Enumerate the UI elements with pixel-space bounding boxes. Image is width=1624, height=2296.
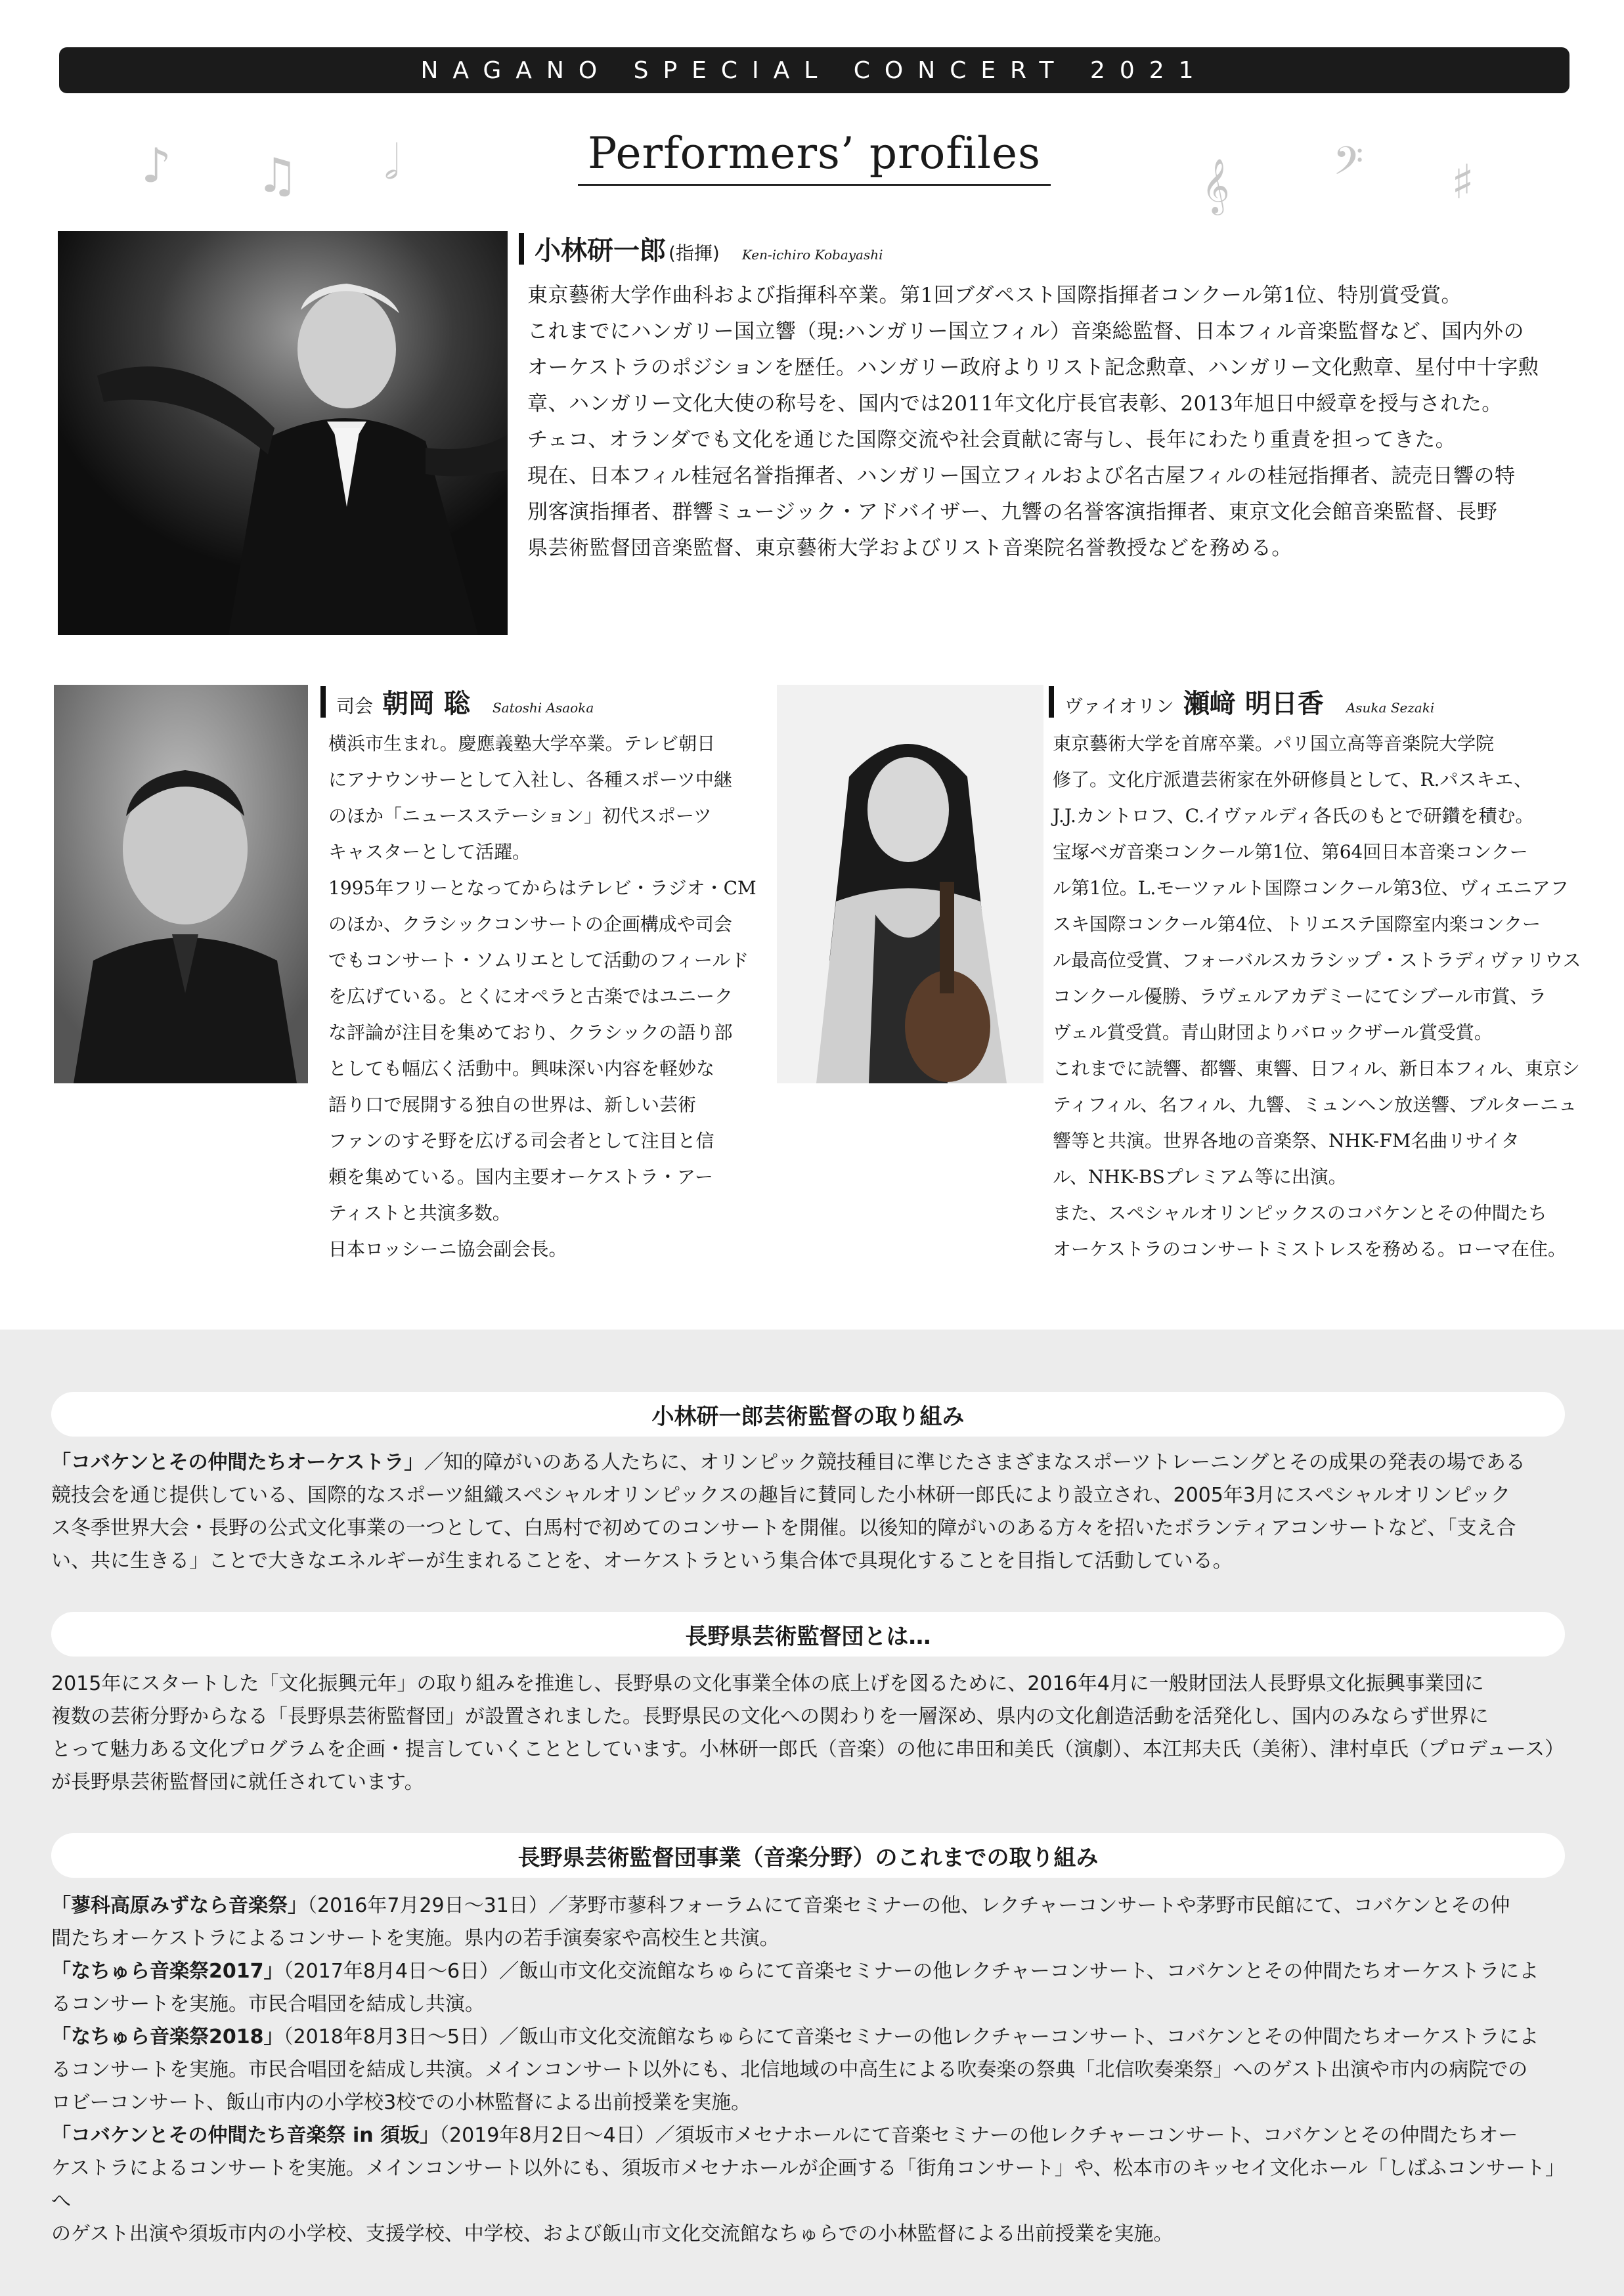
name-marker — [519, 233, 524, 265]
bio-line: ファンのすそ野を広げる司会者として注目と信 — [328, 1130, 714, 1152]
conductor-name: 小林研一郎 — [535, 236, 666, 266]
bio-line: 現在、日本フィル桂冠名誉指揮者、ハンガリー国立フィルおよび名古屋フィルの桂冠指揮者、読売日響の特 — [527, 464, 1516, 488]
bio-line: ヴェル賞受賞。青山財団よりバロックザール賞受賞。 — [1053, 1022, 1493, 1043]
section-line: 「コバケンとその仲間たちオーケストラ」／知的障がいのある人たちに、オリンピック競技種目に準じたさまざまなスポーツトレーニングとその成果の発表の場である — [51, 1451, 1525, 1474]
bio-line: を広げている。とくにオペラと古楽ではユニーク — [328, 986, 734, 1007]
bio-line: 語り口で展開する独自の世界は、新しい芸術 — [328, 1094, 697, 1116]
eighth-note-icon: ♪ — [141, 138, 171, 193]
event-line: 間たちオーケストラによるコンサートを実施。県内の若手演奏家や高校生と共演。 — [51, 1927, 779, 1950]
bio-line: オーケストラのコンサートミストレスを務める。ローマ在住。 — [1053, 1238, 1567, 1260]
bio-line: 響等と共演。世界各地の音楽祭、NHK-FM名曲リサイタ — [1053, 1130, 1520, 1152]
bio-line: のほか「ニュースステーション」初代スポーツ — [328, 805, 712, 827]
event-line: 「なちゅら音楽祭2017」（2017年8月4日〜6日）／飯山市文化交流館なちゅらにて音楽セミナーの他レクチャーコンサート、コバケンとその仲間たちオーケストラによ — [51, 1960, 1539, 1983]
event-line: 「蓼科高原みずなら音楽祭」（2016年7月29日〜31日）／茅野市蓼科フォーラムにて音楽セミナーの他、レクチャーコンサートや茅野市民館にて、コバケンとその仲 — [51, 1894, 1510, 1917]
bio-line: 別客演指揮者、群響ミュージック・アドバイザー、九響の名誉客演指揮者、東京文化会館音楽監督、長野 — [527, 500, 1498, 524]
event-name: 「なちゅら音楽祭2018」 — [51, 2025, 284, 2048]
section-line: 複数の芸術分野からなる「長野県芸術監督団」が設置されました。長野県民の文化への関わりを一層深め、県内の文化創造活動を活発化し、国内のみならず世界に — [51, 1705, 1489, 1728]
section-heading-music-projects: 長野県芸術監督団事業（音楽分野）のこれまでの取り組み — [51, 1833, 1565, 1878]
bio-line: 東京藝術大学作曲科および指揮科卒業。第1回ブダペスト国際指揮者コンクール第1位、特別賞受賞。 — [527, 284, 1462, 307]
mc-photo — [54, 685, 308, 1083]
event-name: 「蓼科高原みずなら音楽祭」 — [51, 1894, 307, 1917]
event-line: るコンサートを実施。市民合唱団を結成し共演。 — [51, 1993, 485, 2016]
section-line: とって魅力ある文化プログラムを企画・提言していくこととしています。小林研一郎氏（音楽）の他に串田和美氏（演劇）、本江邦夫氏（美術）、津村卓氏（プロデュース） — [51, 1738, 1565, 1761]
violinist-name: 瀬﨑 明日香 — [1183, 689, 1324, 719]
bio-line: としても幅広く活動中。興味深い内容を軽妙な — [328, 1058, 715, 1079]
violinist-photo — [777, 685, 1043, 1083]
event-line: ケストラによるコンサートを実施。メインコンサート以外にも、須坂市メセナホールが企画する「街角コンサート」や、松本市のキッセイ文化ホール「しばふコンサート」へ — [51, 2157, 1565, 2213]
bio-line: にアナウンサーとして入社し、各種スポーツ中継 — [328, 769, 732, 791]
title-underline — [578, 184, 1051, 186]
bio-line: また、スペシャルオリンピックスのコバケンとその仲間たち — [1053, 1202, 1547, 1224]
mc-role: 司会 — [336, 695, 374, 717]
treble-clef-icon: 𝄞 — [1202, 158, 1230, 213]
event-line: 「なちゅら音楽祭2018」（2018年8月3日〜5日）／飯山市文化交流館なちゅらにて音楽セミナーの他レクチャーコンサート、コバケンとその仲間たちオーケストラによ — [51, 2025, 1539, 2048]
mc-name-row — [320, 683, 594, 720]
bio-line: これまでに読響、都響、東響、日フィル、新日本フィル、東京シ — [1053, 1058, 1581, 1079]
bio-line: 1995年フリーとなってからはテレビ・ラジオ・CM — [328, 877, 757, 899]
sharp-icon: ♯ — [1451, 154, 1474, 209]
section-line: ス冬季世界大会・長野の公式文化事業の一つとして、白馬村で初めてのコンサートを開催。以後知的障がいのある方々を招いたボランティアコンサートなど、「支え合 — [51, 1517, 1516, 1540]
conductor-name-row — [519, 230, 883, 267]
violinist-role: ヴァイオリン — [1064, 695, 1174, 717]
bio-line: J.J.カントロフ、C.イヴァルディ各氏のもとで研鑽を積む。 — [1053, 805, 1534, 827]
section-heading-kobayashi: 小林研一郎芸術監督の取り組み — [51, 1392, 1565, 1437]
section-body-directors — [51, 1668, 1568, 1799]
bio-line: 横浜市生まれ。慶應義塾大学卒業。テレビ朝日 — [328, 733, 716, 754]
bio-line: ティストと共演多数。 — [328, 1202, 511, 1224]
name-marker — [320, 686, 326, 718]
event-line: のゲスト出演や須坂市内の小学校、支援学校、中学校、および飯山市文化交流館なちゅらでの小林監督による出前授業を実施。 — [51, 2222, 1174, 2245]
section-body-music-projects — [51, 1890, 1568, 2251]
bio-line: オーケストラのポジションを歴任。ハンガリー政府よりリスト記念勲章、ハンガリー文化勲章、星付中十字勲 — [527, 356, 1539, 379]
conductor-photo — [58, 231, 508, 635]
bio-line: キャスターとして活躍。 — [328, 841, 531, 863]
bio-line: 東京藝術大学を首席卒業。パリ国立高等音楽院大学院 — [1053, 733, 1495, 754]
bio-line: 宝塚ベガ音楽コンクール第1位、第64回日本音楽コンクー — [1053, 841, 1528, 863]
mc-name-en: Satoshi Asaoka — [492, 700, 594, 716]
section-heading-directors: 長野県芸術監督団とは… — [51, 1612, 1565, 1657]
bio-line: 修了。文化庁派遣芸術家在外研修員として、R.パスキエ、 — [1053, 769, 1533, 791]
bio-line: チェコ、オランダでも文化を通じた国際交流や社会貢献に寄与し、長年にわたり重責を担ってきた。 — [527, 428, 1457, 452]
bio-line: 章、ハンガリー文化大使の称号を、国内では2011年文化庁長官表彰、2013年旭日中綬章を授与された。 — [527, 392, 1503, 416]
event-name: 「なちゅら音楽祭2017」 — [51, 1960, 284, 1983]
event-line: るコンサートを実施。市民合唱団を結成し共演。メインコンサート以外にも、北信地域の中高生による吹奏楽の祭典「北信吹奏楽祭」へのゲスト出演や市内の病院での — [51, 2058, 1528, 2081]
bass-clef-icon: 𝄢 — [1333, 138, 1364, 193]
bio-line: でもコンサート・ソムリエとして活動のフィールド — [328, 949, 749, 971]
bio-line: 日本ロッシーニ協会副会長。 — [328, 1238, 567, 1260]
section-line: い、共に生きる」ことで大きなエネルギーが生まれることを、オーケストラという集合体で具現化することを目指して活動している。 — [51, 1549, 1233, 1572]
event-name: 「コバケンとその仲間たち音楽祭 in 須坂」 — [51, 2124, 440, 2147]
header-banner: NAGANO SPECIAL CONCERT 2021 — [59, 47, 1569, 93]
bio-line: 県芸術監督団音楽監督、東京藝術大学およびリスト音楽院名誉教授などを務める。 — [527, 536, 1292, 560]
mc-bio — [328, 726, 762, 1267]
bio-line: な評論が注目を集めており、クラシックの語り部 — [328, 1022, 733, 1043]
event-line: 「コバケンとその仲間たち音楽祭 in 須坂」（2019年8月2日〜4日）／須坂市メセナホールにて音楽セミナーの他レクチャーコンサート、コバケンとその仲間たちオー — [51, 2124, 1518, 2147]
bio-line: スキ国際コンクール第4位、トリエステ国際室内楽コンクー — [1053, 913, 1541, 935]
highlight-name: 「コバケンとその仲間たちオーケストラ」 — [51, 1451, 424, 1474]
event-line: ロビーコンサート、飯山市内の小学校3校での小林監督による出前授業を実施。 — [51, 2091, 751, 2114]
beamed-notes-icon: ♫ — [256, 148, 299, 203]
section-body-kobayashi — [51, 1446, 1568, 1578]
page-title: Performers’ profiles — [588, 128, 1041, 179]
half-note-icon: 𝅗𝅥 — [384, 135, 399, 190]
bio-line: ティフィル、名フィル、九響、ミュンヘン放送響、ブルターニュ — [1053, 1094, 1577, 1116]
section-line: 競技会を通じ提供している、国際的なスポーツ組織スペシャルオリンピックスの趣旨に賛同した小林研一郎氏により設立され、2005年3月にスペシャルオリンピック — [51, 1484, 1511, 1507]
name-marker — [1049, 686, 1054, 718]
conductor-bio — [527, 278, 1578, 567]
bio-line: ル最高位受賞、フォーバルスカラシップ・ストラディヴァリウス — [1053, 949, 1581, 971]
conductor-name-en: Ken-ichiro Kobayashi — [741, 247, 883, 263]
violinist-bio — [1053, 726, 1598, 1267]
mc-name: 朝岡 聡 — [382, 689, 470, 719]
bio-line: ル、NHK-BSプレミアム等に出演。 — [1053, 1166, 1347, 1188]
bio-line: のほか、クラシックコンサートの企画構成や司会 — [328, 913, 732, 935]
conductor-role: (指揮) — [669, 242, 720, 264]
bio-line: これまでにハンガリー国立響（現:ハンガリー国立フィル）音楽総監督、日本フィル音楽監督など、国内外の — [527, 320, 1524, 343]
section-line: 2015年にスタートした「文化振興元年」の取り組みを推進し、長野県の文化事業全体の底上げを図るために、2016年4月に一般財団法人長野県文化振興事業団に — [51, 1672, 1484, 1695]
bio-line: 頼を集めている。国内主要オーケストラ・アー — [328, 1166, 714, 1188]
section-line: が長野県芸術監督団に就任されています。 — [51, 1771, 424, 1794]
bio-line: コンクール優勝、ラヴェルアカデミーにてシブール市賞、ラ — [1053, 986, 1547, 1007]
bio-line: ル第1位。L.モーツァルト国際コンクール第3位、ヴィエニアフ — [1053, 877, 1569, 899]
violinist-name-row — [1049, 683, 1434, 720]
violinist-name-en: Asuka Sezaki — [1346, 700, 1435, 716]
